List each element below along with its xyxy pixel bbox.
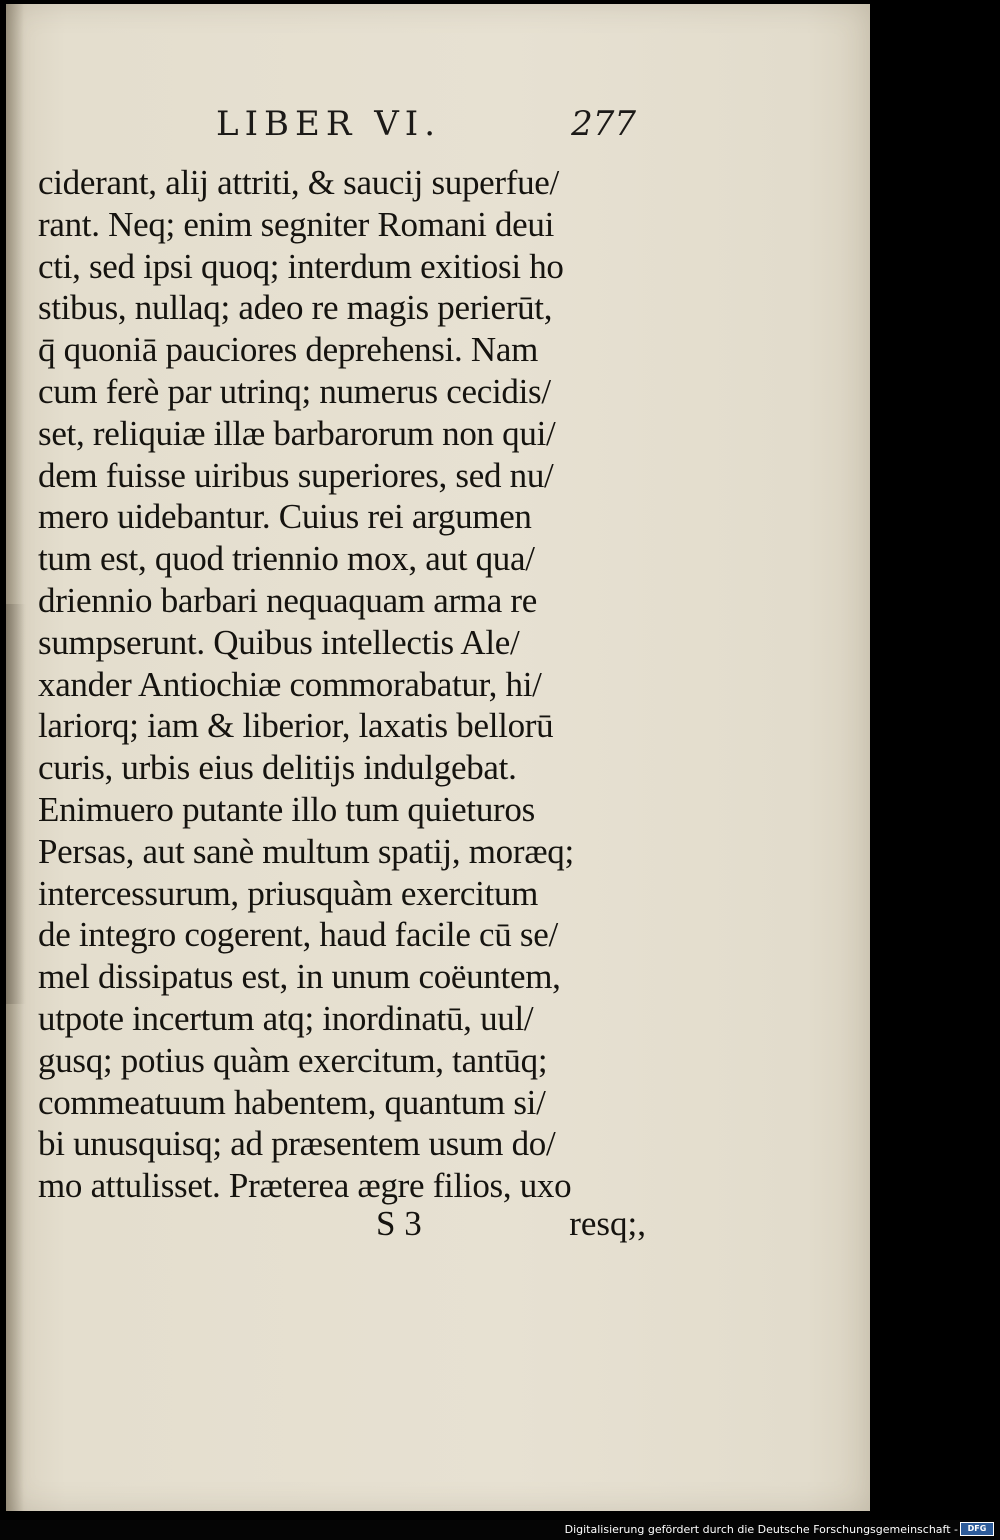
text-line: tum est, quod triennio mox, aut qua/ (38, 539, 535, 579)
text-line: curis, urbis eius delitijs indulgebat. (38, 748, 517, 788)
text-line: cti, sed ipsi quoq; interdum exitiosi ho (38, 246, 564, 286)
text-line: q̄ quoniā pauciores deprehensi. Nam (38, 330, 539, 370)
running-title: LIBER VI. (216, 104, 442, 144)
text-line: rant. Neq; enim segniter Romani deui (38, 204, 555, 244)
book-page (6, 4, 870, 1511)
digitization-credit: Digitalisierung gefördert durch die Deutsche Forschungsgemeinschaft - (564, 1523, 958, 1536)
text-line: sumpserunt. Quibus intellectis Ale/ (38, 622, 520, 662)
text-line: bi unusquisq; ad præsentem usum do/ (38, 1124, 556, 1164)
text-line: commeatuum habentem, quantum si/ (38, 1082, 546, 1122)
dfg-logo: DFG (960, 1522, 994, 1536)
page-footer (376, 1204, 646, 1252)
text-line: intercessurum, priusquàm exercitum (38, 873, 539, 913)
catchword: resq;, (569, 1204, 646, 1243)
text-line: stibus, nullaq; adeo re magis perierūt, (38, 288, 553, 328)
text-line: dem fuisse uiribus superiores, sed nu/ (38, 455, 554, 495)
text-block (38, 162, 648, 1207)
text-line: mo attulisset. Præterea ægre filios, uxo (38, 1166, 572, 1206)
text-line: cum ferè par utrinq; numerus cecidis/ (38, 371, 551, 411)
running-head (216, 104, 636, 148)
text-line: xander Antiochiæ commorabatur, hi/ (38, 664, 542, 704)
text-line: driennio barbari nequaquam arma re (38, 580, 538, 620)
page-edge-stain (6, 604, 26, 1004)
text-line: gusq; potius quàm exercitum, tantūq; (38, 1040, 548, 1080)
text-line: utpote incertum atq; inordinatū, uul/ (38, 998, 534, 1038)
text-line: mero uidebantur. Cuius rei argumen (38, 497, 532, 537)
text-line: set, reliquiæ illæ barbarorum non qui/ (38, 413, 556, 453)
text-line: lariorq; iam & liberior, laxatis bellorū (38, 706, 554, 746)
signature-mark: S 3 (376, 1204, 422, 1243)
folio-number: 277 (571, 104, 636, 144)
text-line: ciderant, alij attriti, & saucij superfue/ (38, 163, 559, 202)
text-line: Enimuero putante illo tum quieturos (38, 789, 535, 829)
text-line: de integro cogerent, haud facile cū se/ (38, 915, 558, 955)
text-line: Persas, aut sanè multum spatij, moræq; (38, 831, 574, 871)
text-line: mel dissipatus est, in unum coëuntem, (38, 957, 561, 997)
